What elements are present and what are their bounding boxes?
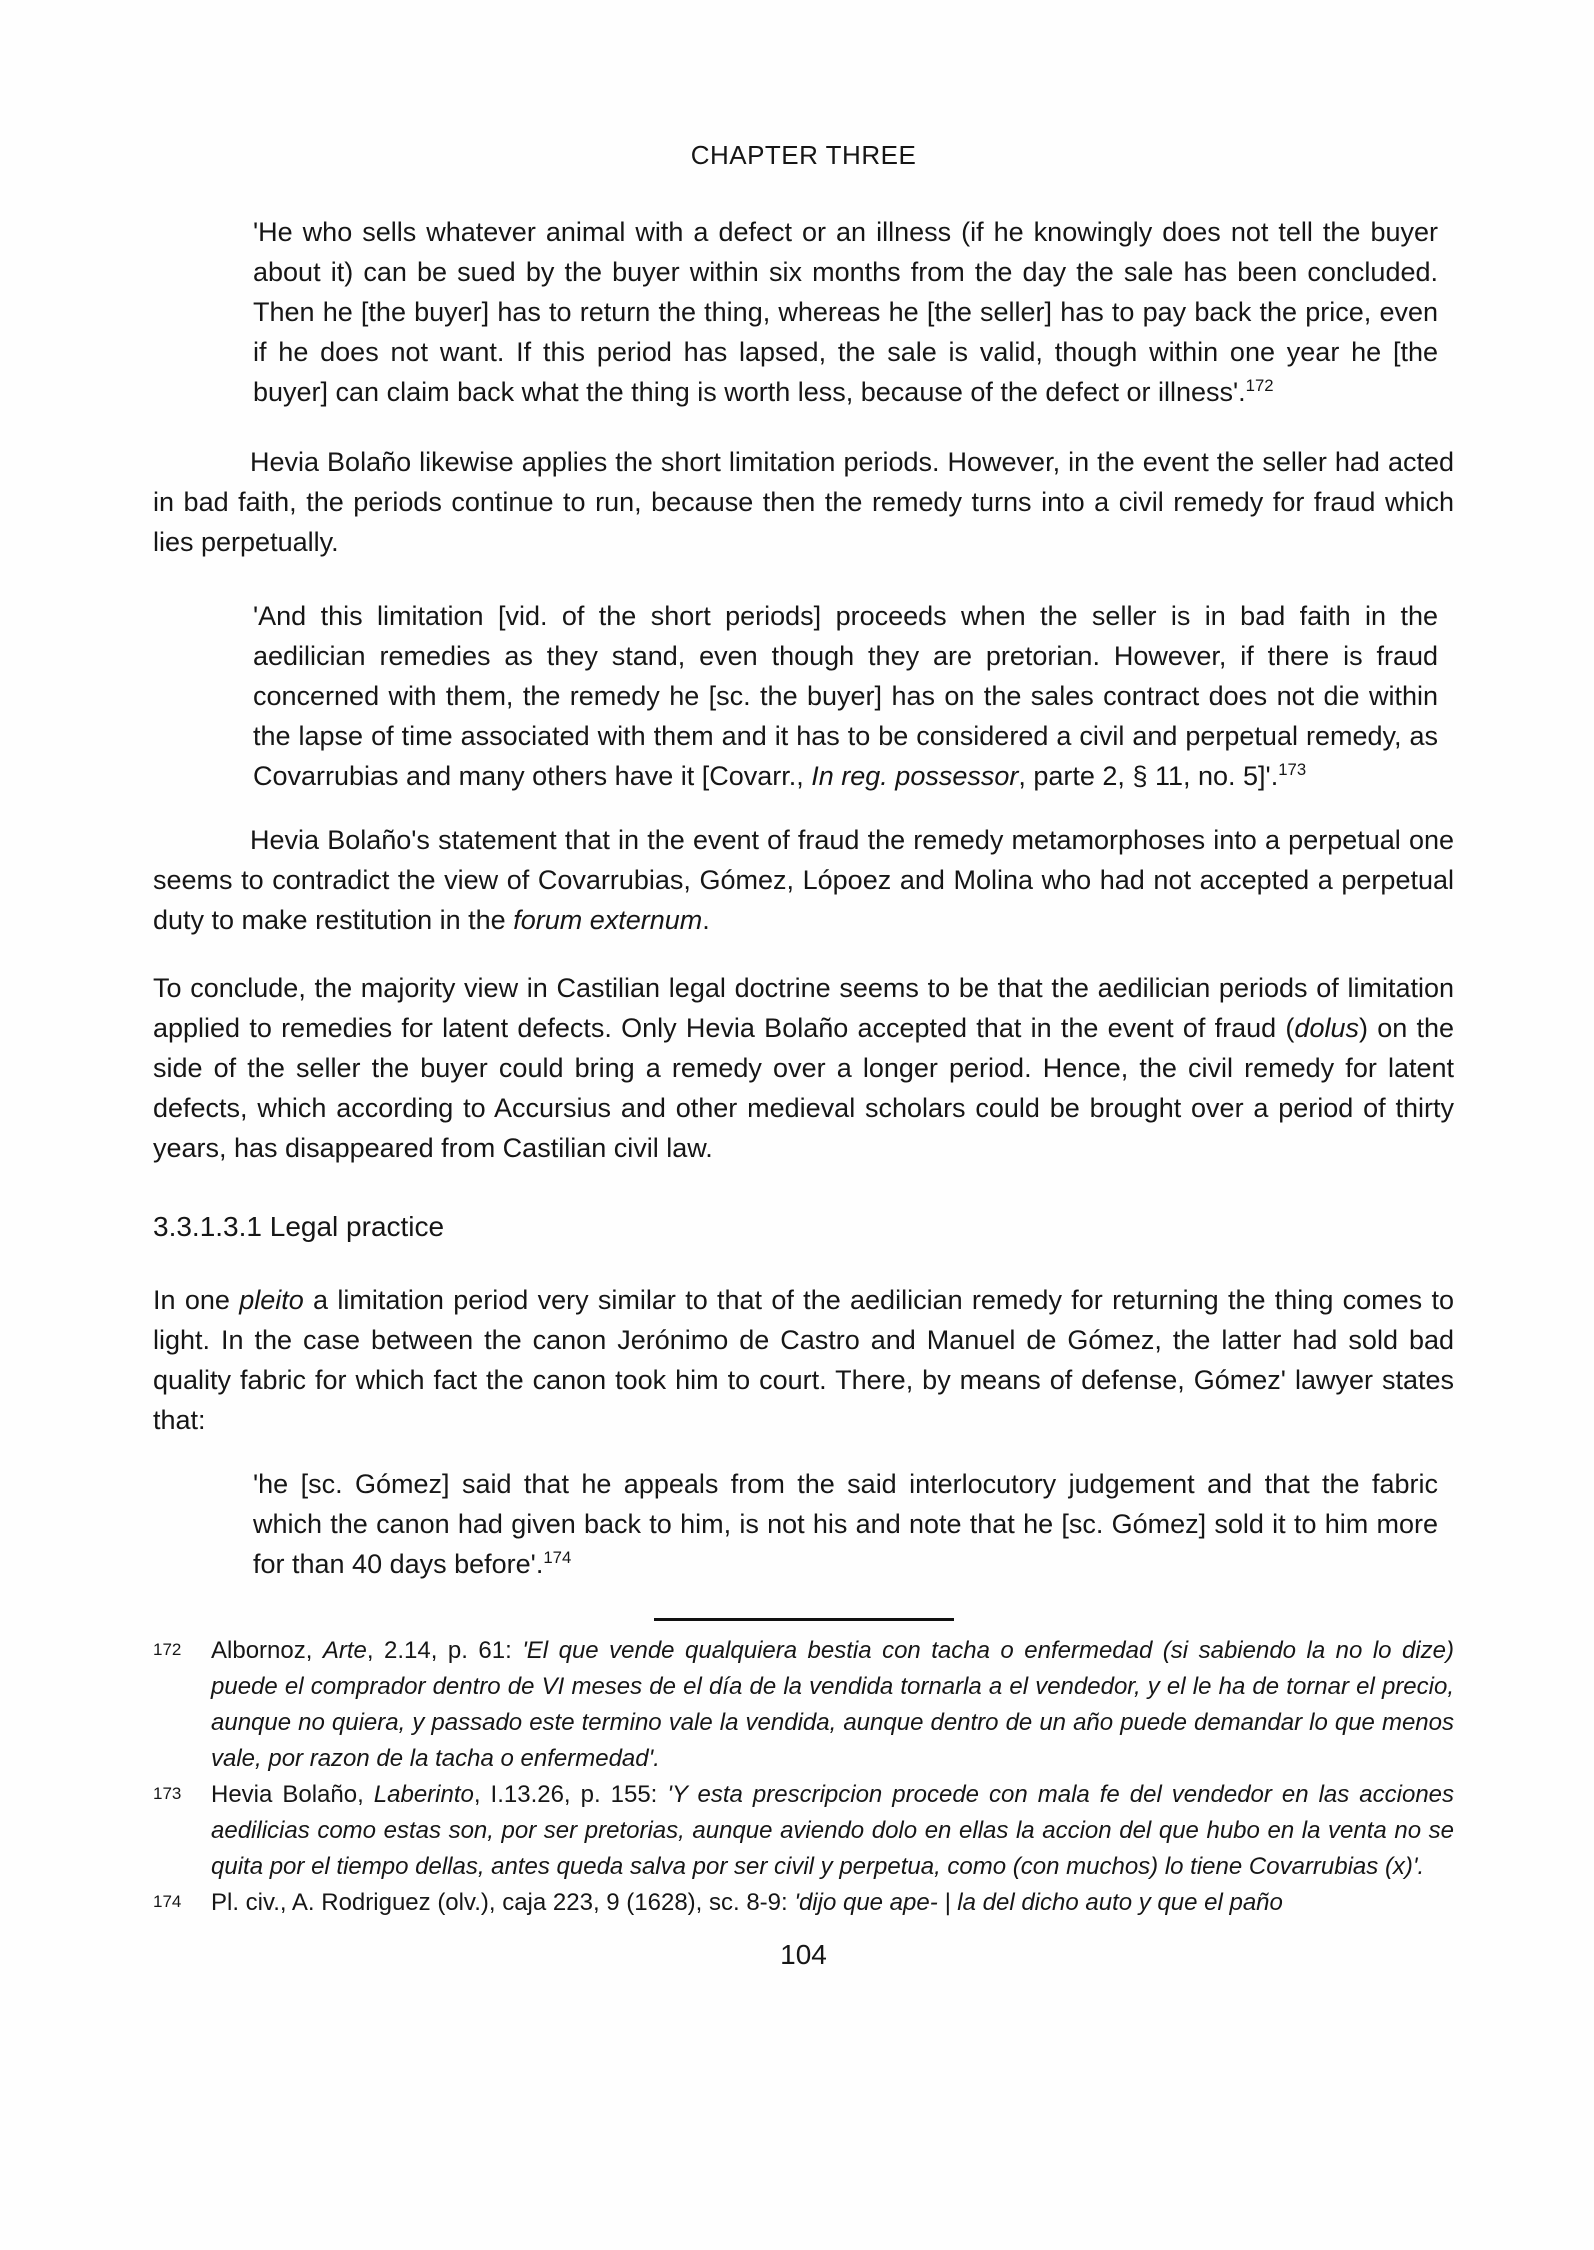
section-heading-legal-practice: 3.3.1.3.1 Legal practice bbox=[153, 1211, 445, 1242]
page-number: 104 bbox=[780, 1939, 827, 1970]
paragraph-hevia-bolano-limitation: Hevia Bolaño likewise applies the short limitation periods. However, in the event the seller had acted in bad faith, the periods continue to run, because then the remedy turns into a civil remedy for fraud which lies perpetually. bbox=[153, 447, 1454, 557]
footnote-separator bbox=[654, 1618, 954, 1621]
blockquote-limitation-bad-faith: 'And this limitation [vid. of the short periods] proceeds when the seller is in bad faith in the aedilician remedies as they stand, even though they are pretorian. However, if there is fraud concerned with them, the remedy he [sc. the buyer] has on the sales contract does not die within the lapse of time associated with them and it has to be considered a civil and perpetual remedy, as Covarrubias and many others have it [Covarr., In reg. possessor, parte 2, § 11, no. 5]'.$^{173}$ bbox=[253, 601, 1438, 791]
paragraph-hevia-bolano-statement: Hevia Bolaño's statement that in the event of fraud the remedy metamorphoses into a perpetual one seems to contradict the view of Covarrubias, Gómez, Lópoez and Molina who had not accepted a perpetual duty to make restitution in the forum externum. bbox=[153, 825, 1454, 935]
footnotes-section bbox=[153, 1633, 1454, 1921]
footnote-174 bbox=[153, 1885, 1454, 1921]
footnote-173 bbox=[153, 1777, 1454, 1885]
blockquote-gomez-appeal: 'he [sc. Gómez] said that he appeals from the said interlocutory judgement and that the fabric which the canon had given back to him, is not his and note that he [sc. Gómez] sold it to him more for than 40 days before'.$^{174}$ bbox=[253, 1469, 1438, 1579]
paragraph-conclusion: To conclude, the majority view in Castilian legal doctrine seems to be that the aedilician periods of limitation applied to remedies for latent defects. Only Hevia Bolaño accepted that in the event of fraud (dolus) on the side of the seller the buyer could bring a remedy over a longer period. Hence, the civil remedy for latent defects, which according to Accursius and other medieval scholars could be brought over a period of thirty years, has disappeared from Castilian civil law. bbox=[153, 973, 1454, 1163]
footnote-number-174: 174 bbox=[153, 1892, 182, 1911]
paragraph-pleito-case: In one pleito a limitation period very similar to that of the aedilician remedy for returning the thing comes to light. In the case between the canon Jerónimo de Castro and Manuel de Gómez, the latter had sold bad quality fabric for which fact the canon took him to court. There, by means of defense, Gómez' lawyer states that: bbox=[153, 1285, 1454, 1435]
chapter-header: CHAPTER THREE bbox=[690, 140, 917, 170]
footnote-number-173: 173 bbox=[153, 1784, 182, 1803]
footnote-text-173: Hevia Bolaño, Laberinto, I.13.26, p. 155: 'Y esta prescripcion procede con mala fe del vendedor en las acciones aedilicias como estas son, por ser pretorias, aunque aviendo dolo en ellas la accion del que hubo en la venta no se quita por el tiempo dellas, antes queda salva por ser civil y perpetua, como (con muchos) lo tiene Covarrubias (x)'. bbox=[211, 1781, 1455, 1880]
footnote-number-172: 172 bbox=[153, 1640, 182, 1659]
footnote-172 bbox=[153, 1633, 1454, 1777]
footnote-text-172: Albornoz, Arte, 2.14, p. 61: 'El que vende qualquiera bestia con tacha o enfermedad (si sabiendo la no lo dize) puede el comprador dentro de VI meses de el día de la vendida tornarla a el vendedor, y el le ha de tornar el precio, aunque no quiera, y passado este termino vale la vendida, aunque dentro de un año puede demandar lo que menos vale, por razon de la tacha o enfermedad'. bbox=[211, 1637, 1454, 1772]
footnote-text-174: Pl. civ., A. Rodriguez (olv.), caja 223, 9 (1628), sc. 8-9: 'dijo que ape- | la del dicho auto y que el paño bbox=[211, 1889, 1283, 1916]
blockquote-aedilician-edict: 'He who sells whatever animal with a defect or an illness (if he knowingly does not tell the buyer about it) can be sued by the buyer within six months from the day the sale has been concluded. Then he [the buyer] has to return the thing, whereas he [the seller] has to pay back the price, even if he does not want. If this period has lapsed, the sale is valid, though within one year he [the buyer] can claim back what the thing is worth less, because of the defect or illness'.$^{172}$ bbox=[253, 217, 1438, 407]
